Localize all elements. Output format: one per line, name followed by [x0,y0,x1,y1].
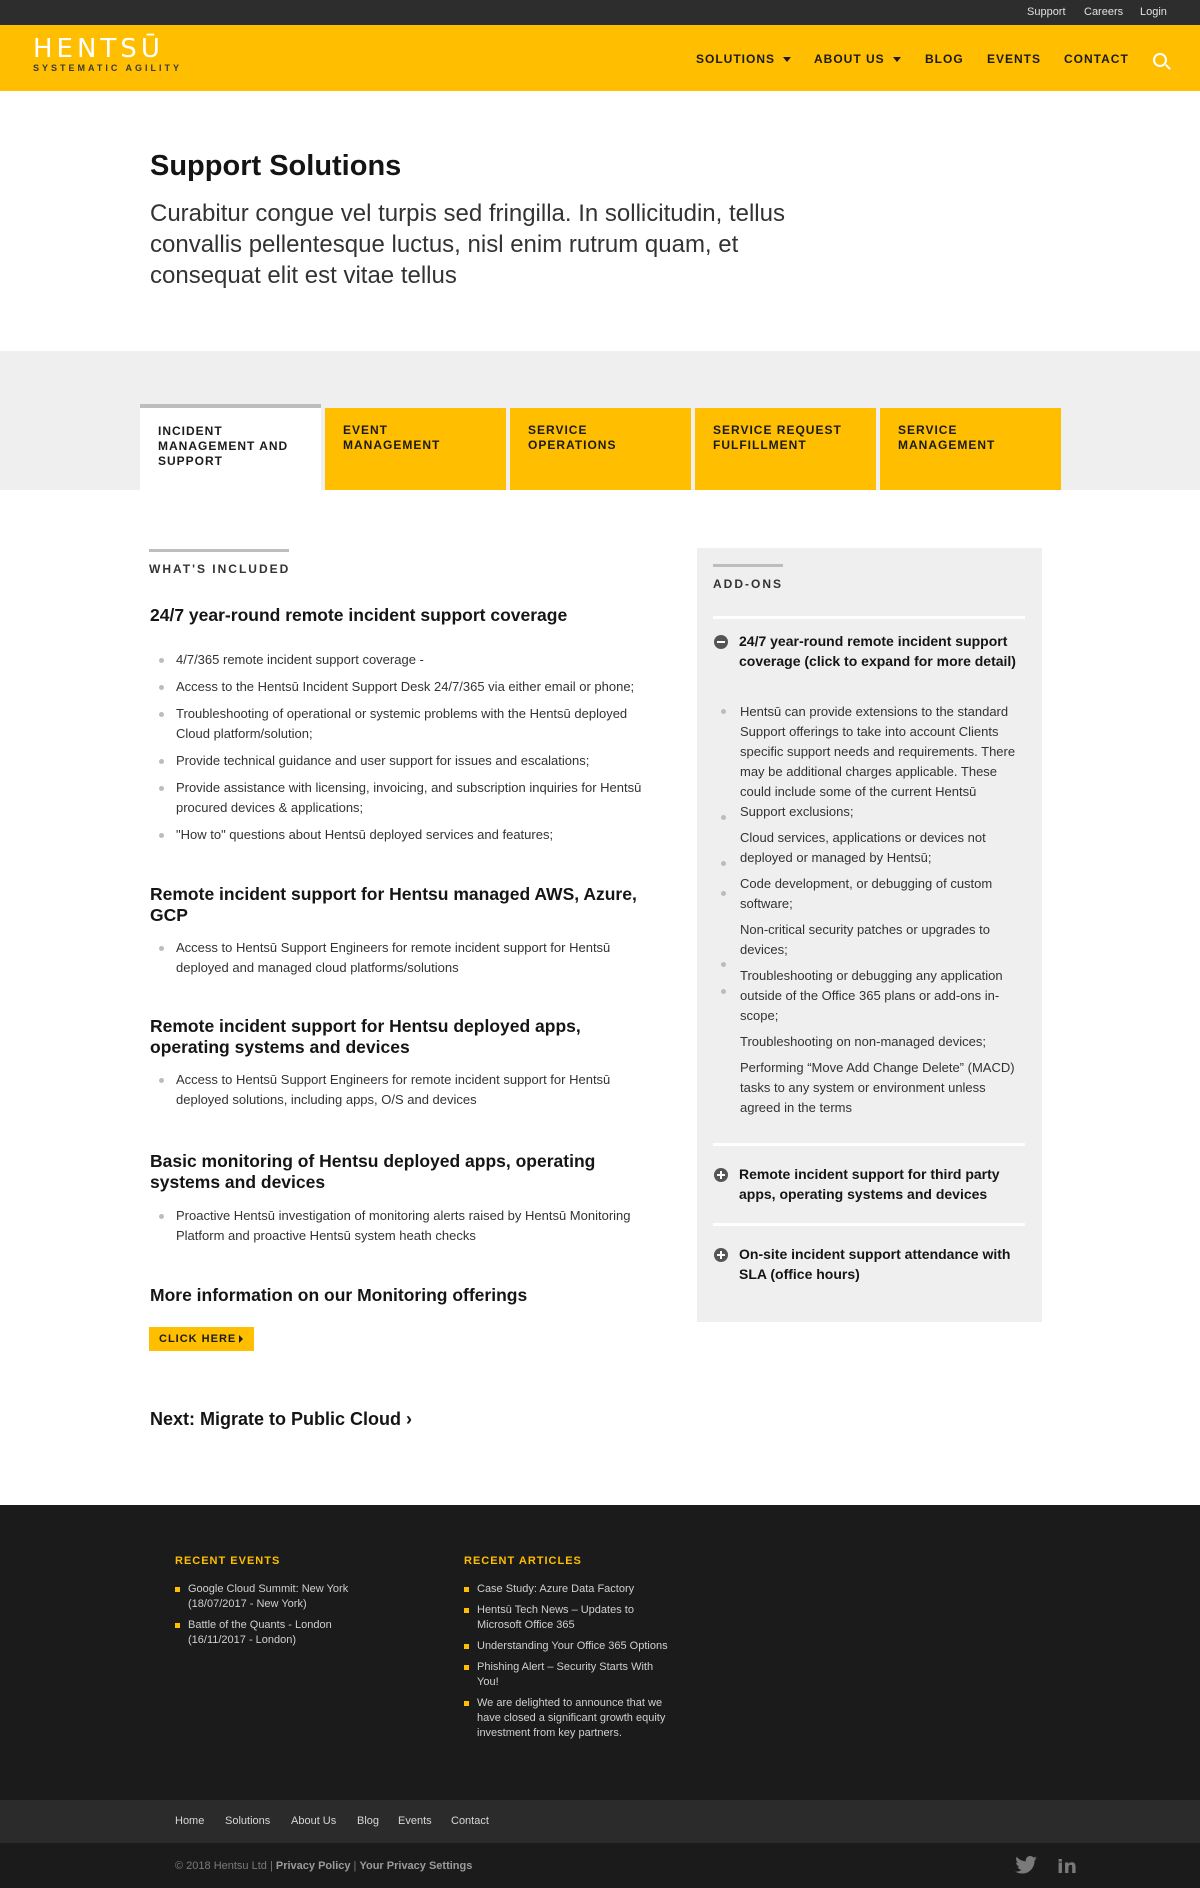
nav-blog[interactable]: BLOG [925,52,964,66]
addon-detail-text: Troubleshooting on non-managed devices; [740,1034,986,1049]
section-accent-bar [149,549,289,552]
search-icon[interactable] [1153,53,1167,67]
tab-service-operations[interactable]: SERVICE OPERATIONS [510,408,691,490]
plus-circle-icon[interactable] [714,1248,728,1262]
careers-link[interactable]: Careers [1084,6,1124,18]
privacy-settings-link[interactable]: Your Privacy Settings [359,1860,473,1872]
chevron-down-icon [893,57,901,62]
tab-service-request-fulfillment[interactable]: SERVICE REQUEST FULFILLMENT [695,408,876,490]
nav-solutions-label: SOLUTIONS [696,52,776,66]
copyright-text: © 2018 Hentsu Ltd | Privacy Policy | Your Privacy Settings [175,1860,473,1872]
list-item[interactable]: Google Cloud Summit: New York (18/07/2017 - New York) [175,1582,365,1612]
footer-link-solutions[interactable]: Solutions [225,1815,271,1827]
section-heading: Remote incident support for Hentsu deployed apps, operating systems and devices [150,1016,581,1057]
addon-detail-text: Troubleshooting or debugging any application outside of the Office 365 plans or add-ons in-scope; [740,968,1003,1023]
addon-item-title[interactable]: Remote incident support for third party apps, operating systems and devices [739,1166,1000,1202]
list-item: Provide assistance with licensing, invoicing, and subscription inquiries for Hentsū procured devices & applications; [150,778,650,818]
bullet-dot [721,709,726,714]
addon-detail-text: Non-critical security patches or upgrades to devices; [740,922,991,957]
linkedin-icon[interactable]: in [1057,1856,1078,1878]
nav-about-us[interactable] [814,52,901,66]
twitter-icon[interactable] [1015,1856,1037,1879]
addon-detail-text: Performing “Move Add Change Delete” (MACD) tasks to any system or environment unless agreed in the terms [740,1060,1015,1115]
next-page-link[interactable]: Next: Migrate to Public Cloud › [150,1409,413,1429]
arrow-right-icon [239,1335,243,1343]
addon-detail-text: Cloud services, applications or devices not deployed or managed by Hentsū; [740,830,986,865]
nav-about-us-label: ABOUT US [814,52,885,66]
section-accent-bar [713,564,783,567]
section-heading: Basic monitoring of Hentsu deployed apps, operating systems and devices [150,1151,596,1192]
copyright-bar [0,1843,1200,1888]
section-heading: 24/7 year-round remote incident support coverage [150,605,568,625]
addons-label: ADD-ONS [713,577,783,591]
addon-detail-text: Hentsū can provide extensions to the standard Support offerings to take into account Clients specific support needs and requirements. There may be additional charges applicable. These could include some of the current Hentsū Support exclusions; [740,704,1016,819]
footer-link-about-us[interactable]: About Us [291,1815,337,1827]
recent-events-list [175,1582,365,1654]
list-item[interactable]: Case Study: Azure Data Factory [464,1582,674,1597]
utility-bar [0,0,1200,25]
recent-events-heading: RECENT EVENTS [175,1555,281,1567]
list-item: Provide technical guidance and user support for issues and escalations; [150,751,650,771]
bullet-dot [721,962,726,967]
bullet-dot [721,891,726,896]
bullet-dot [721,815,726,820]
list-item[interactable]: Phishing Alert – Security Starts With You! [464,1660,674,1690]
logo-wordmark: HENTSŪ [33,34,164,64]
addon-divider [713,616,1025,619]
section-list [150,650,650,852]
monitoring-heading: More information on our Monitoring offerings [150,1285,528,1305]
site-footer [0,1505,1200,1800]
list-item[interactable]: Battle of the Quants - London (16/11/2017 - London) [175,1618,365,1648]
logo-tagline: SYSTEMATIC AGILITY [33,63,183,73]
click-here-button[interactable] [149,1327,254,1351]
section-list [150,1206,640,1253]
minus-circle-icon[interactable] [714,635,728,649]
footer-nav [0,1800,1200,1843]
copyright: © 2018 Hentsu Ltd [175,1860,267,1872]
addon-detail [740,702,1020,1124]
footer-link-home[interactable]: Home [175,1815,205,1827]
chevron-down-icon [783,57,791,62]
nav-contact[interactable]: CONTACT [1064,52,1129,66]
bullet-dot [721,861,726,866]
section-list [150,1070,640,1117]
nav-solutions[interactable] [696,52,791,66]
tab-service-management[interactable]: SERVICE MANAGEMENT [880,408,1061,490]
tab-incident-management[interactable]: INCIDENT MANAGEMENT AND SUPPORT [140,404,321,490]
list-item: Access to Hentsū Support Engineers for remote incident support for Hentsū deployed and managed cloud platforms/solutions [150,938,640,978]
list-item: Access to the Hentsū Incident Support Desk 24/7/365 via either email or phone; [150,677,650,697]
page-intro: Curabitur congue vel turpis sed fringilla. In sollicitudin, tellus convallis pellentesque luctus, nisl enim rutrum quam, et consequat elit est vitae tellus [150,200,785,289]
privacy-policy-link[interactable]: Privacy Policy [275,1860,351,1872]
login-link[interactable]: Login [1140,6,1167,18]
click-here-label: CLICK HERE [159,1333,237,1345]
list-item: 4/7/365 remote incident support coverage - [150,650,650,670]
logo[interactable] [33,35,182,73]
recent-articles-heading: RECENT ARTICLES [464,1555,582,1567]
list-item: Troubleshooting of operational or systemic problems with the Hentsū deployed Cloud platform/solution; [150,704,650,744]
footer-link-contact[interactable]: Contact [451,1815,489,1827]
section-heading: Remote incident support for Hentsu managed AWS, Azure, GCP [150,884,637,925]
list-item[interactable]: Hentsū Tech News – Updates to Microsoft Office 365 [464,1603,674,1633]
tab-event-management[interactable]: EVENT MANAGEMENT [325,408,506,490]
footer-link-blog[interactable]: Blog [357,1815,380,1827]
recent-articles-list [464,1582,674,1747]
addon-item-title[interactable]: 24/7 year-round remote incident support coverage (click to expand for more detail) [739,633,1016,669]
list-item: Access to Hentsū Support Engineers for remote incident support for Hentsū deployed solutions, including apps, O/S and devices [150,1070,640,1110]
nav-events[interactable]: EVENTS [987,52,1042,66]
plus-circle-icon[interactable] [714,1168,728,1182]
footer-link-events[interactable]: Events [398,1815,432,1827]
list-item: Proactive Hentsū investigation of monitoring alerts raised by Hentsū Monitoring Platform and proactive Hentsū system heath checks [150,1206,640,1246]
addon-detail-text: Code development, or debugging of custom software; [740,876,993,911]
addon-divider [713,1223,1025,1226]
bullet-dot [721,989,726,994]
whats-included-label: WHAT'S INCLUDED [149,562,291,576]
site-header [0,25,1200,91]
list-item: "How to" questions about Hentsū deployed services and features; [150,825,650,845]
list-item[interactable]: We are delighted to announce that we have closed a significant growth equity investment from key partners. [464,1696,674,1741]
support-link[interactable]: Support [1027,6,1066,18]
page-title: Support Solutions [150,150,402,182]
section-list [150,938,640,985]
addon-item-title[interactable]: On-site incident support attendance with SLA (office hours) [739,1246,1011,1282]
addon-divider [713,1143,1025,1146]
list-item[interactable]: Understanding Your Office 365 Options [464,1639,674,1654]
